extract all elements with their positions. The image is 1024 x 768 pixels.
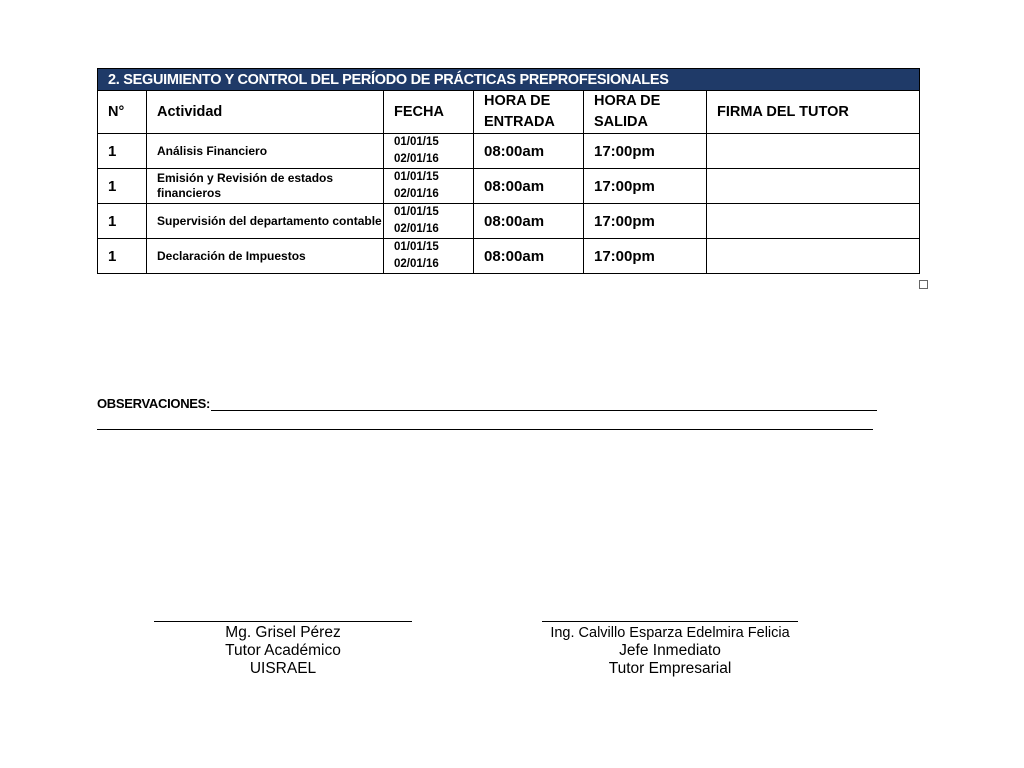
- row-hora-salida: 17:00pm: [584, 134, 707, 169]
- row-fecha: [384, 239, 474, 274]
- row-hora-entrada: 08:00am: [474, 169, 584, 204]
- signature-name: Mg. Grisel Pérez: [225, 624, 341, 641]
- signature-name: Ing. Calvillo Esparza Edelmira Felicia: [550, 625, 790, 641]
- row-fecha-inicio: 01/01/15: [394, 206, 439, 218]
- table-title-row: [98, 69, 920, 91]
- header-num: N°: [98, 91, 147, 134]
- row-fecha: [384, 134, 474, 169]
- row-num: 1: [98, 239, 147, 274]
- signature-line: [542, 621, 798, 622]
- row-hora-salida: 17:00pm: [584, 239, 707, 274]
- row-actividad: Emisión y Revisión de estados financieros: [147, 169, 384, 204]
- row-fecha-fin: 02/01/16: [394, 188, 439, 200]
- table-row: [98, 134, 920, 169]
- row-firma-cell[interactable]: [707, 239, 920, 274]
- row-hora-entrada: 08:00am: [474, 134, 584, 169]
- header-hora-entrada-line1: HORA DE: [484, 93, 551, 109]
- row-hora-entrada: 08:00am: [474, 204, 584, 239]
- row-fecha: [384, 204, 474, 239]
- row-num: 1: [98, 134, 147, 169]
- signature-role: Jefe Inmediato: [619, 642, 721, 659]
- row-firma-cell[interactable]: [707, 204, 920, 239]
- table-row: [98, 169, 920, 204]
- table-resize-handle[interactable]: [919, 280, 928, 289]
- row-fecha-fin: 02/01/16: [394, 258, 439, 270]
- row-fecha-inicio: 01/01/15: [394, 171, 439, 183]
- row-num: 1: [98, 204, 147, 239]
- header-hora-salida-line2: SALIDA: [594, 114, 648, 130]
- signature-block-academic: [152, 621, 414, 678]
- row-hora-salida: 17:00pm: [584, 169, 707, 204]
- observaciones-label: OBSERVACIONES:: [97, 396, 211, 411]
- observaciones-field-line-1[interactable]: [211, 396, 877, 411]
- signature-role: Tutor Académico: [225, 642, 341, 659]
- row-actividad: Declaración de Impuestos: [147, 239, 384, 274]
- observaciones-line: [97, 396, 877, 411]
- signature-block-company: [520, 621, 820, 678]
- header-hora-salida-line1: HORA DE: [594, 93, 661, 109]
- table-header-row: [98, 91, 920, 134]
- header-actividad: Actividad: [147, 91, 384, 134]
- row-firma-cell[interactable]: [707, 134, 920, 169]
- row-hora-entrada: 08:00am: [474, 239, 584, 274]
- header-hora-entrada-line2: ENTRADA: [484, 114, 555, 130]
- header-fecha: FECHA: [384, 91, 474, 134]
- section-title: 2. SEGUIMIENTO Y CONTROL DEL PERÍODO DE PRÁCTICAS PREPROFESIONALES: [98, 69, 920, 91]
- row-fecha-inicio: 01/01/15: [394, 136, 439, 148]
- row-num: 1: [98, 169, 147, 204]
- row-fecha-inicio: 01/01/15: [394, 241, 439, 253]
- row-hora-salida: 17:00pm: [584, 204, 707, 239]
- row-fecha-fin: 02/01/16: [394, 223, 439, 235]
- observaciones-field-line-2[interactable]: [97, 428, 873, 430]
- header-hora-salida: [584, 91, 707, 134]
- row-actividad: Análisis Financiero: [147, 134, 384, 169]
- table-row: [98, 239, 920, 274]
- table-row: [98, 204, 920, 239]
- observaciones-section: [97, 396, 877, 430]
- header-firma: FIRMA DEL TUTOR: [707, 91, 920, 134]
- signature-org: UISRAEL: [249, 660, 317, 677]
- tracking-table: [97, 68, 920, 274]
- signature-line: [154, 621, 412, 622]
- signature-org: Tutor Empresarial: [608, 660, 732, 677]
- row-fecha-fin: 02/01/16: [394, 153, 439, 165]
- header-hora-entrada: [474, 91, 584, 134]
- row-fecha: [384, 169, 474, 204]
- row-actividad: Supervisión del departamento contable: [147, 204, 384, 239]
- row-firma-cell[interactable]: [707, 169, 920, 204]
